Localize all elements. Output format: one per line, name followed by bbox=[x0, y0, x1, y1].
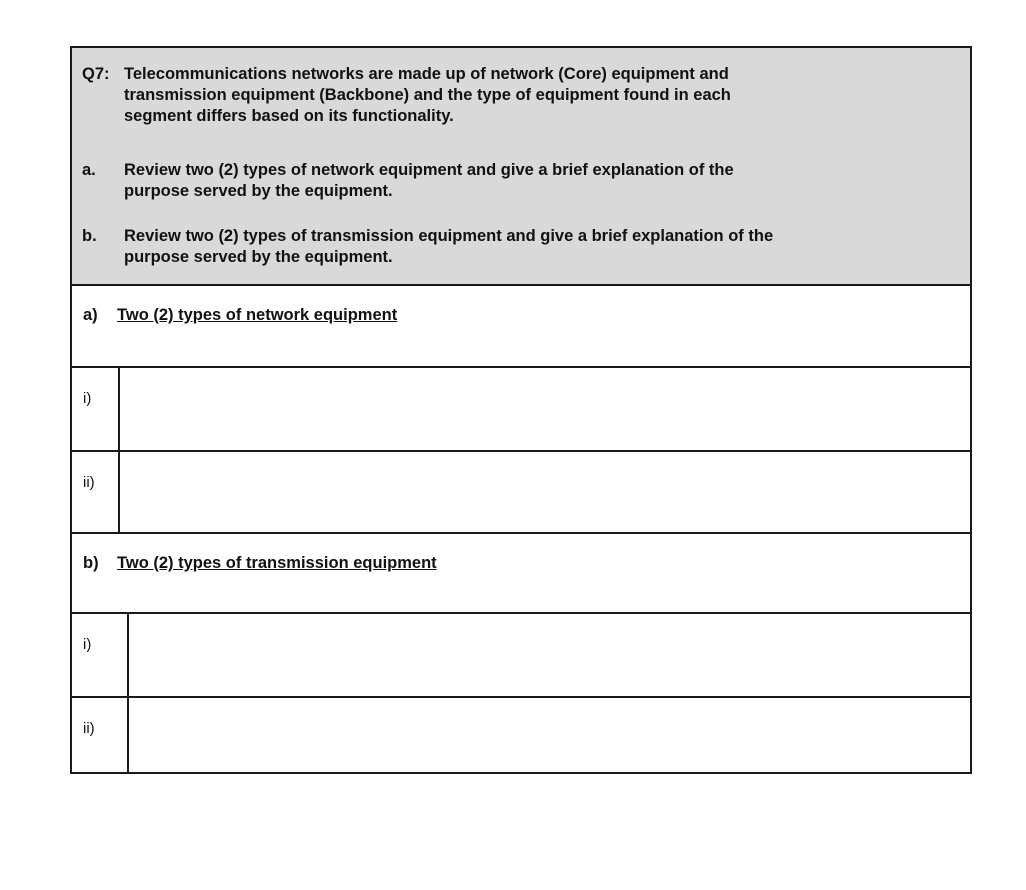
answer-row-b-ii bbox=[72, 698, 970, 774]
question-number: Q7: bbox=[82, 65, 110, 83]
answer-field[interactable] bbox=[120, 368, 970, 450]
question-intro-line: segment differs based on its functionality. bbox=[124, 107, 454, 125]
answer-label: ii) bbox=[83, 474, 95, 491]
answer-label: ii) bbox=[83, 720, 95, 737]
section-a-header bbox=[72, 286, 970, 368]
answer-field[interactable] bbox=[120, 452, 970, 532]
question-part-line: Review two (2) types of network equipment and give a brief explanation of the bbox=[124, 161, 734, 179]
question-intro-line: Telecommunications networks are made up of network (Core) equipment and bbox=[124, 65, 729, 83]
answer-row-a-ii bbox=[72, 452, 970, 534]
answer-row-b-i bbox=[72, 614, 970, 698]
answer-label: i) bbox=[83, 390, 92, 407]
answer-field[interactable] bbox=[129, 614, 970, 696]
answer-row-a-i bbox=[72, 368, 970, 452]
question-part-label: a. bbox=[82, 161, 96, 179]
section-b-header bbox=[72, 534, 970, 614]
section-title: Two (2) types of network equipment bbox=[117, 306, 398, 324]
answer-sheet-table bbox=[70, 46, 972, 774]
question-part-line: purpose served by the equipment. bbox=[124, 182, 393, 200]
section-label: b) bbox=[83, 554, 99, 572]
question-part-line: Review two (2) types of transmission equipment and give a brief explanation of the bbox=[124, 227, 774, 245]
section-title: Two (2) types of transmission equipment bbox=[117, 554, 437, 572]
section-label: a) bbox=[83, 306, 98, 324]
question-intro-line: transmission equipment (Backbone) and the type of equipment found in each bbox=[124, 86, 731, 104]
question-part-line: purpose served by the equipment. bbox=[124, 248, 393, 266]
question-part-label: b. bbox=[82, 227, 97, 245]
answer-field[interactable] bbox=[129, 698, 970, 774]
question-box bbox=[72, 48, 970, 286]
answer-label: i) bbox=[83, 636, 92, 653]
